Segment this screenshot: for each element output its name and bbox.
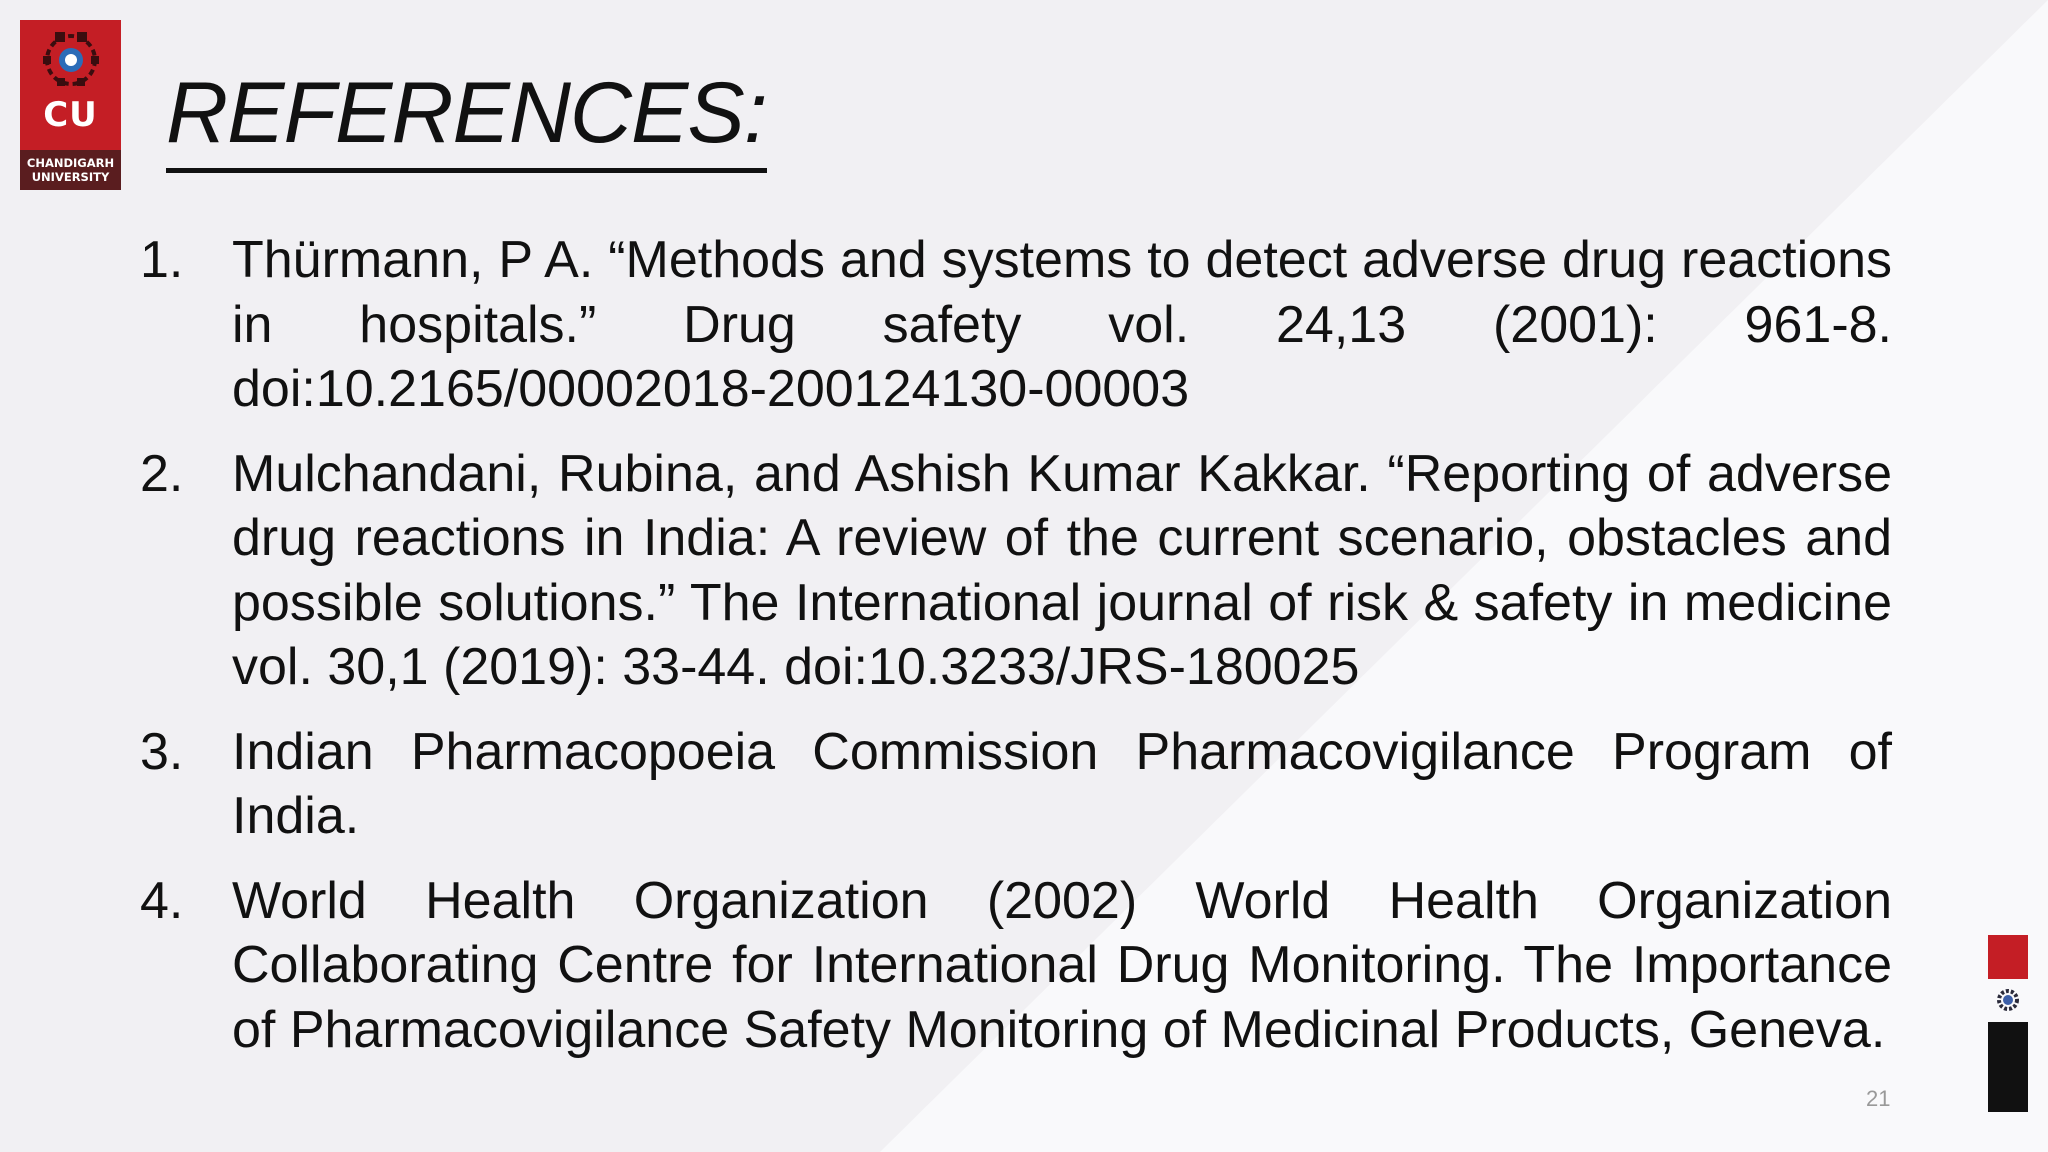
- reference-number: 1.: [140, 231, 184, 289]
- reference-item: [140, 869, 1892, 1063]
- slide-title: REFERENCES:: [166, 58, 767, 173]
- reference-item: [140, 228, 1892, 422]
- reference-text: Mulchandani, Rubina, and Ashish Kumar Kakkar. “Reporting of adverse drug reactions in India: A review of the current scenario, obstacles and possible solutions.” The International journal of risk & safety in medicine vol. 30,1 (2019): 33-44. doi:10.3233/JRS-180025: [232, 444, 1892, 696]
- reference-text: Thürmann, P A. “Methods and systems to detect adverse drug reactions in hospitals.” Drug safety vol. 24,13 (2001): 961-8. doi:10.2165/00002018-200124130-00003: [232, 231, 1892, 418]
- reference-item: [140, 442, 1892, 700]
- gear-icon: [1994, 986, 2022, 1014]
- logo-line-2: UNIVERSITY: [31, 170, 110, 184]
- reference-number: 4.: [140, 871, 184, 930]
- reference-number: 3.: [140, 722, 184, 781]
- page-number: 21: [1866, 1086, 1891, 1111]
- logo-abbreviation: CU: [43, 95, 98, 135]
- logo-university-name: [20, 150, 121, 190]
- university-emblem-icon: [31, 20, 111, 96]
- reference-item: [140, 720, 1892, 849]
- reference-list: [140, 228, 1892, 1082]
- reference-number: 2.: [140, 444, 184, 503]
- reference-text: Indian Pharmacopoeia Commission Pharmacovigilance Program of India.: [232, 722, 1892, 845]
- university-logo: [20, 20, 121, 190]
- side-accent-black: [1988, 1022, 2028, 1112]
- side-accent-gear: [1988, 984, 2028, 1016]
- reference-text: World Health Organization (2002) World Health Organization Collaborating Centre for International Drug Monitoring. The Importance of Pharmacovigilance Safety Monitoring of Medicinal Products, Geneva.: [232, 871, 1892, 1059]
- logo-line-1: CHANDIGARH: [26, 156, 115, 170]
- side-accent-red: [1988, 935, 2028, 979]
